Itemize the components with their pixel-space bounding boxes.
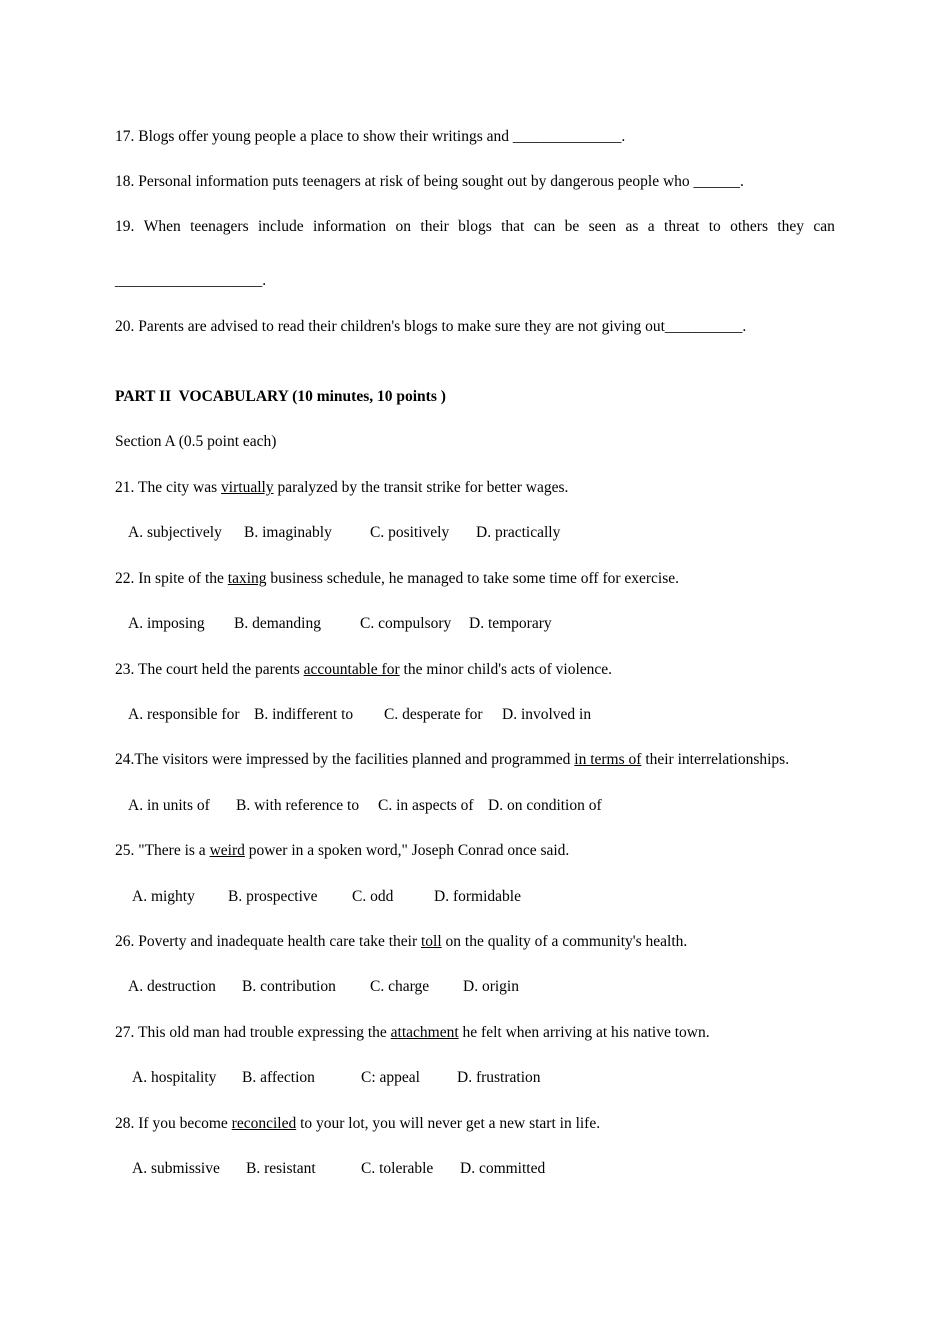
q19-word: seen xyxy=(588,218,617,235)
q19-word: as xyxy=(625,218,639,235)
option-b: B. affection xyxy=(242,1069,315,1086)
question-17: 17. Blogs offer young people a place to show their writings and ______________. xyxy=(115,128,626,145)
question-25 xyxy=(115,842,569,860)
option-b: B. contribution xyxy=(242,978,336,995)
q19-word: that xyxy=(501,218,525,235)
option-b: B. demanding xyxy=(234,615,321,632)
question-text: 28. If you become xyxy=(115,1115,232,1132)
section-heading: Section A (0.5 point each) xyxy=(115,433,277,450)
q19-word: a xyxy=(647,218,655,235)
question-19 xyxy=(115,218,835,236)
q19-word: their xyxy=(420,218,449,235)
question-text: he felt when arriving at his native town. xyxy=(458,1024,710,1041)
question-21 xyxy=(115,479,568,497)
question-20: 20. Parents are advised to read their children's blogs to make sure they are not giving out__________. xyxy=(115,318,747,335)
option-a: A. destruction xyxy=(128,978,216,995)
q19-word: teenagers xyxy=(190,218,249,235)
option-d: D. committed xyxy=(460,1160,546,1177)
question-text: power in a spoken word," Joseph Conrad once said. xyxy=(244,842,570,859)
q19-word: others xyxy=(730,218,768,235)
underlined-word: weird xyxy=(209,842,245,859)
part-heading: PART II VOCABULARY (10 minutes, 10 points ) xyxy=(115,388,446,405)
question-27 xyxy=(115,1024,710,1042)
underlined-word: in terms of xyxy=(574,751,642,768)
question-23 xyxy=(115,661,612,679)
option-b: B. prospective xyxy=(228,888,318,905)
question-26 xyxy=(115,933,687,951)
question-text: 27. This old man had trouble expressing the xyxy=(115,1024,391,1041)
option-b: B. indifferent to xyxy=(254,706,354,723)
q19-word: information xyxy=(312,218,387,235)
option-c: C. in aspects of xyxy=(378,797,474,814)
question-22 xyxy=(115,570,679,588)
question-text: 24.The visitors were impressed by the facilities planned and programmed xyxy=(115,751,575,768)
question-text: paralyzed by the transit strike for better wages. xyxy=(273,479,569,496)
question-text: the minor child's acts of violence. xyxy=(399,661,613,678)
q19-word: blogs xyxy=(458,218,492,235)
q19-word: they xyxy=(777,218,805,235)
option-d: D. frustration xyxy=(457,1069,541,1086)
question-text: to your lot, you will never get a new start in life. xyxy=(296,1115,601,1132)
question-18: 18. Personal information puts teenagers at risk of being sought out by dangerous people who ______. xyxy=(115,173,744,190)
question-text: 25. "There is a xyxy=(115,842,210,859)
option-c: C. desperate for xyxy=(384,706,483,723)
underlined-word: attachment xyxy=(390,1024,459,1041)
option-d: D. involved in xyxy=(502,706,592,723)
underlined-word: reconciled xyxy=(231,1115,297,1132)
q19-word: include xyxy=(258,218,304,235)
q19-word: can xyxy=(813,218,835,235)
option-b: B. resistant xyxy=(246,1160,316,1177)
underlined-word: taxing xyxy=(227,570,267,587)
q19-word: can xyxy=(533,218,556,235)
question-text: 26. Poverty and inadequate health care take their xyxy=(115,933,421,950)
question-text: on the quality of a community's health. xyxy=(441,933,688,950)
option-c: C. positively xyxy=(370,524,450,541)
option-c: C. odd xyxy=(352,888,394,905)
option-a: A. imposing xyxy=(128,615,205,632)
option-c: C: appeal xyxy=(361,1069,420,1086)
underlined-word: accountable for xyxy=(303,661,400,678)
option-a: A. mighty xyxy=(132,888,195,905)
option-a: A. hospitality xyxy=(132,1069,217,1086)
option-a: A. in units of xyxy=(128,797,210,814)
option-d: D. on condition of xyxy=(488,797,602,814)
option-d: D. formidable xyxy=(434,888,521,905)
question-text: 21. The city was xyxy=(115,479,222,496)
option-a: A. subjectively xyxy=(128,524,222,541)
question-text: 23. The court held the parents xyxy=(115,661,304,678)
option-c: C. charge xyxy=(370,978,430,995)
option-d: D. practically xyxy=(476,524,561,541)
question-text: their interrelationships. xyxy=(641,751,790,768)
option-b: B. imaginably xyxy=(244,524,332,541)
q19-word: When xyxy=(143,218,181,235)
question-text: business schedule, he managed to take some time off for exercise. xyxy=(266,570,680,587)
option-d: D. temporary xyxy=(469,615,552,632)
option-a: A. submissive xyxy=(132,1160,220,1177)
q19-word: threat xyxy=(664,218,700,235)
underlined-word: toll xyxy=(421,933,442,950)
option-a: A. responsible for xyxy=(128,706,240,723)
question-text: 22. In spite of the xyxy=(115,570,228,587)
q19-word: 19. xyxy=(115,218,135,235)
q19-word: on xyxy=(395,218,412,235)
q19-word: be xyxy=(564,218,580,235)
q19-word: to xyxy=(708,218,721,235)
option-c: C. compulsory xyxy=(360,615,452,632)
underlined-word: virtually xyxy=(221,479,274,496)
option-b: B. with reference to xyxy=(236,797,360,814)
question-19-blank: ___________________. xyxy=(115,272,267,289)
question-28 xyxy=(115,1115,600,1133)
option-d: D. origin xyxy=(463,978,519,995)
option-c: C. tolerable xyxy=(361,1160,434,1177)
question-24 xyxy=(115,751,789,769)
